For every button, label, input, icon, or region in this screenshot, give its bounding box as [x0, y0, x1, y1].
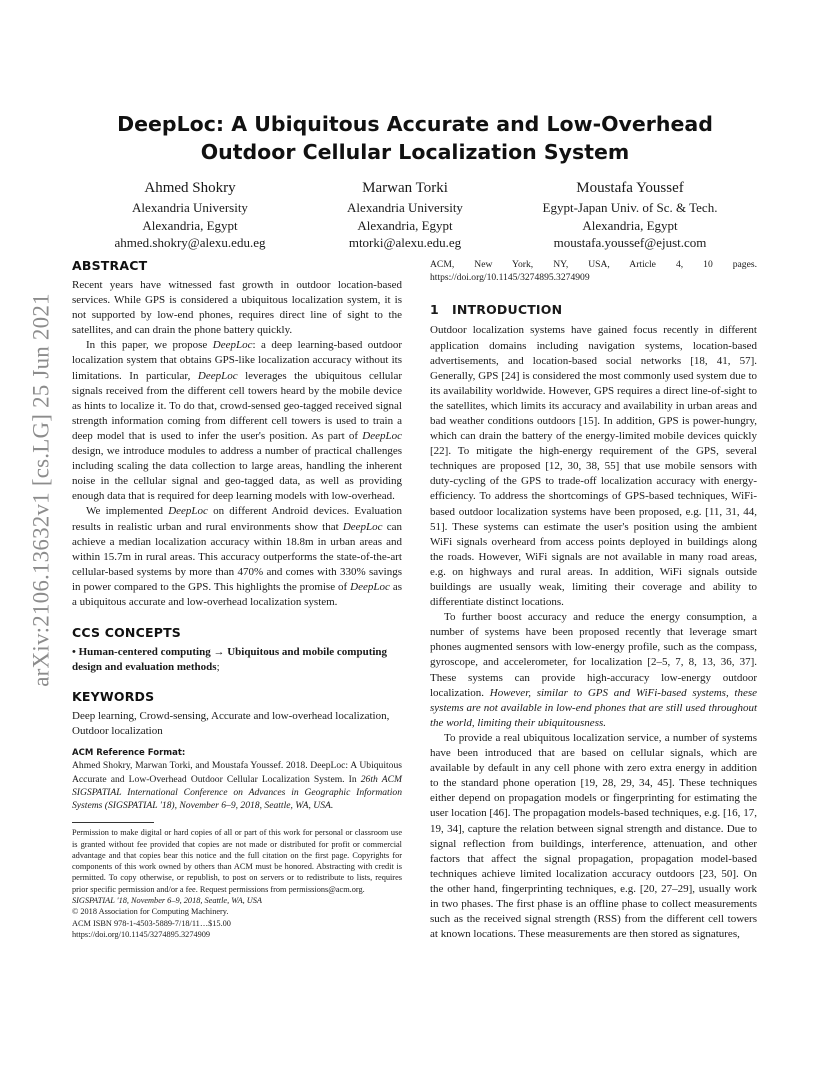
keywords-text: Deep learning, Crowd-sensing, Accurate and low-overhead localization, Outdoor localization	[72, 710, 390, 738]
intro-paragraph-2: To further boost accuracy and reduce the energy consumption, a number of systems have been proposed recently that leverage smart phones augmented sensors with low-energy profile, such as the compass, gyroscope, and accelerometer, for localization [2–5, 7, 8, 13, 36, 37]. These systems can provide high-accuracy low-energy outdoor localization. However, similar to GPS and WiFi-based systems, these systems are not available in low-end phones that are still used throughout the world, limiting their ubiquitousness.	[430, 611, 757, 729]
arxiv-stamp-text: arXiv:2106.13632v1 [cs.LG] 25 Jun 2021	[29, 293, 55, 687]
isbn-line: ACM ISBN 978-1-4503-5889-7/18/11…$15.00	[72, 918, 231, 928]
abstract-paragraph-3: We implemented DeepLoc on different Android devices. Evaluation results in realistic urban and rural environments show that DeepLoc can achieve a median localization accuracy within 18.8m in urban areas and within 15.7m in rural areas. This accuracy outperforms the state-of-the-art cellular-based systems by more than 470% and comes with 330% savings in power compared to the GPS. This highlights the promise of DeepLoc as a ubiquitous accurate and low-overhead localization system.	[72, 505, 402, 608]
acm-reference-heading: ACM Reference Format:	[72, 748, 186, 759]
author-affiliation: Alexandria University	[132, 200, 248, 215]
doi-link[interactable]: https://doi.org/10.1145/3274895.3274909	[72, 929, 211, 939]
acm-reference-text: Ahmed Shokry, Marwan Torki, and Moustafa Youssef. 2018. DeepLoc: A Ubiquitous Accurate and Low-Overhead Outdoor Cellular Localization System. In 26th ACM SIGSPATIAL International Conference on Advances in Geographic Information Systems (SIGSPATIAL '18), November 6–9, 2018, Seattle, WA, USA.	[72, 760, 402, 812]
conference-venue: SIGSPATIAL '18, November 6–9, 2018, Seattle, WA, USA	[72, 896, 263, 906]
ccs-concepts: • Human-centered computing → Ubiquitous and mobile computing design and evaluation methods;	[72, 646, 388, 674]
author-block	[70, 178, 760, 252]
author-location: Alexandria, Egypt	[582, 217, 678, 233]
right-column	[430, 258, 757, 942]
author-1	[70, 178, 310, 252]
introduction-heading: 1 INTRODUCTION	[430, 302, 563, 318]
footnote-rule	[72, 822, 154, 823]
permission-notice: Permission to make digital or hard copies of all or part of this work for personal or classroom use is granted without fee provided that copies are not made or distributed for profit or commercial advantage and that copies bear this notice and the full citation on the first page. Copyrights for components of this work owned by others than ACM must be honored. Abstracting with credit is permitted. To copy otherwise, or republish, to post on servers or to redistribute to lists, requires prior specific permission and/or a fee. Request permissions from permissions@acm.org.	[72, 828, 402, 894]
paper-title: DeepLoc: A Ubiquitous Accurate and Low-Overhead Outdoor Cellular Localization System	[117, 112, 713, 164]
author-location: Alexandria, Egypt	[142, 217, 238, 233]
author-location: Alexandria, Egypt	[357, 217, 453, 233]
author-email: moustafa.youssef@ejust.com	[553, 235, 707, 250]
author-name: Moustafa Youssef	[576, 180, 684, 196]
author-affiliation: Egypt-Japan Univ. of Sc. & Tech.	[542, 200, 718, 215]
acm-reference-continued: ACM, New York, NY, USA, Article 4, 10 pages. https://doi.org/10.1145/3274895.3274909	[430, 259, 757, 284]
author-name: Marwan Torki	[362, 180, 448, 196]
author-2	[310, 178, 500, 252]
ccs-heading: CCS CONCEPTS	[72, 625, 181, 641]
abstract-paragraph-2: In this paper, we propose DeepLoc: a deep learning-based outdoor localization system that obtains GPS-like localization accuracy without its limitations. In particular, DeepLoc leverages the ubiquitous cellular signals received from the different cell towers heard by the mobile device as hints to localize it. To do that, crowd-sensed geo-tagged received signal strength information coming from different cell towers is used to train a deep model that is used to infer the user's position. As part of DeepLoc design, we introduce modules to address a number of practical challenges including scaling the data collection to large areas, handling the inherent noise in the cellular signal and geo-tagged data, as well as providing enough data that is required for deep learning models with low-overhead.	[72, 339, 403, 503]
author-3	[500, 178, 760, 252]
copyright-line: © 2018 Association for Computing Machinery.	[72, 907, 229, 917]
author-affiliation: Alexandria University	[347, 200, 463, 215]
abstract-heading: ABSTRACT	[72, 258, 148, 273]
intro-paragraph-3: To provide a real ubiquitous localization service, a number of systems have been introduced that are based on cellular signals, which are available by default in any cell phone with zero extra energy in addition to the standard phone operation [19, 28, 29, 34, 45]. These techniques either depend on propagation models or fingerprinting for estimating the user location [46]. The propagation models-based techniques, e.g. [16, 17, 19, 34], capture the relation between signal strength and distance. Due to signal reflection from buildings, interference, attenuation, and other factors that affect the signal propagation, propagation model-based techniques achieve limited localization accuracy outdoors [23, 50]. On the other hand, fingerprinting techniques, e.g. [20, 27–29], usually work in two phases. The first phase is an offline phase to collect measurements such as the received signal strength (RSS) from the different cell towers at known locations. These measurements are then stored as signatures,	[430, 731, 757, 941]
intro-paragraph-1: Outdoor localization systems have gained focus recently in different application domains including navigation systems, location-based advertisements, and location-based social networks [18, 41, 57]. Generally, GPS [24] is considered the most commonly used system due to its availability worldwide. However, GPS requires a direct line-of-sight to the satellites, which limits its accuracy and availability in urban areas and bad weather conditions outdoors [15]. In addition, GPS is power-hungry, which can drain the battery of the energy-limited mobile devices quickly [22]. To mitigate the high-energy requirement of the GPS, several techniques are proposed [12, 30, 38, 55] that use mobile sensors with duty-cycling of the GPS to trade-off localization accuracy with energy-efficiency. To address the shortcomings of GPS-based techniques, WiFi-based outdoor localization systems have been proposed, e.g. [11, 31, 44, 51]. These systems can estimate the user's position using the ambient WiFi signals overheard from access points deployed in buildings along the roads. However, WiFi signals are not available in many road areas, e.g. on highways and rural areas. In addition, WiFi signals outside buildings are usually weak, limiting their coverage and ability to differentiate distinct locations.	[430, 324, 757, 609]
author-email: ahmed.shokry@alexu.edu.eg	[114, 235, 266, 250]
keywords-heading: KEYWORDS	[72, 689, 155, 705]
arxiv-stamp	[22, 290, 62, 690]
author-email: mtorki@alexu.edu.eg	[348, 235, 462, 250]
abstract-paragraph-1: Recent years have witnessed fast growth in outdoor location-based services. While GPS is considered a ubiquitous localization system, it is not supported by low-end phones, requires direct line of sight to the satellites, and can drain the phone battery quickly.	[72, 279, 402, 337]
author-name: Ahmed Shokry	[144, 180, 236, 196]
left-column	[72, 258, 402, 940]
acm-reference-block	[72, 747, 402, 812]
